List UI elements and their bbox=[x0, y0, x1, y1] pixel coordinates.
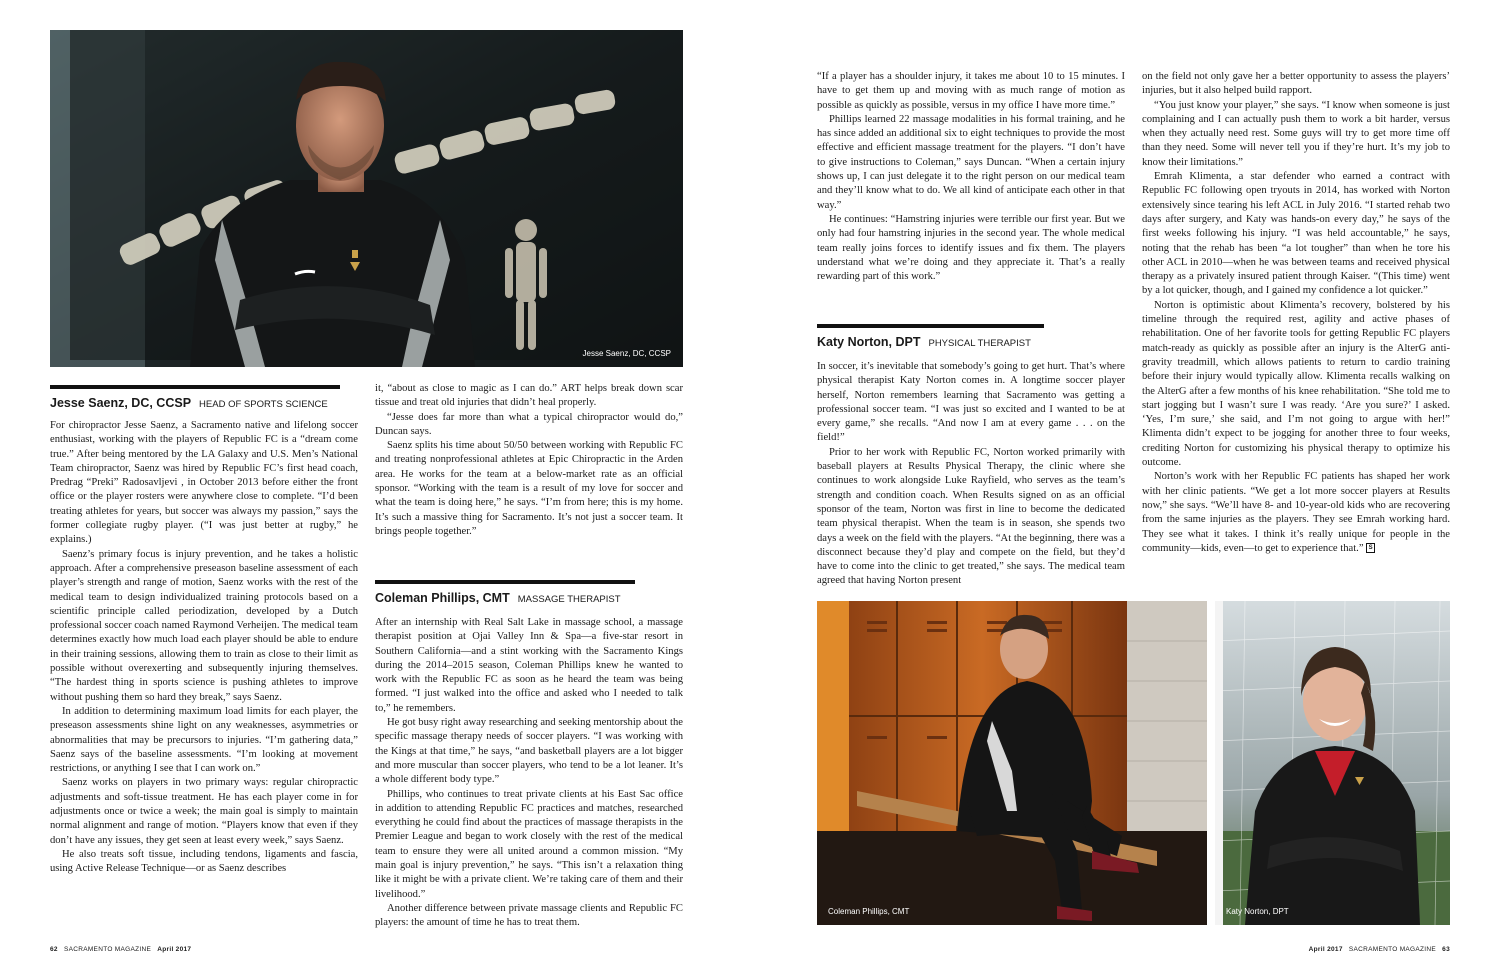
paragraph: Prior to her work with Republic FC, Norton worked primarily with baseball players at Results Physical Therapy, the clinic where she continues to work alongside Luke Rayfield, who serves as the team’s strength and condition coach. When Results signed on as an official sponsor of the team, Norton was first in line to become the dedicated team physical therapist. When the team is in season, she spends two days a week on the field with the players. “At the beginning, there was a disconnect because they’d play and compete on the field, but they’d have to come into the clinic to get treated,” she says. The medical team agreed that having Norton present bbox=[817, 446, 1125, 587]
paragraph: Saenz’s primary focus is injury prevention, and he takes a holistic approach. After a comprehensive preseason baseline assessment of each player’s strength and range of motion, Saenz works with the rest of the medical team to design individualized training protocols based on a scientific principle called periodization, developed by a Dutch professional soccer coach named Raymond Verheijen. The medical team determines exactly how much load each player should be able to endure in their training sessions, allowing them to train as close to their limit as possible without overexerting and subsequently injuring themselves. “The hardest thing in sports science is pushing athletes to improve without pushing them so hard they break,” says Saenz. bbox=[50, 548, 358, 703]
column-3-top bbox=[817, 70, 1125, 302]
photo-coleman-phillips bbox=[817, 601, 1207, 925]
section-head-name: Coleman Phillips, CMT bbox=[375, 591, 510, 605]
paragraph: For chiropractor Jesse Saenz, a Sacramento native and lifelong soccer enthusiast, working with the players of Republic FC is a “dream come true.” After being mentored by the LA Galaxy and U.S. Men’s National Team chiropractor, Saenz was hired by Republic FC’s first head coach, Predrag “Preki” Radosavljevi , in October 2013 before either the front office or the player rosters were anywhere close to complete. “I’d been treating athletes for years, but soccer was always my passion,” says the former collegiate rugby player. (“I was just better at rugby,” he explains.) bbox=[50, 420, 358, 546]
section-head-role: HEAD OF SPORTS SCIENCE bbox=[199, 399, 328, 410]
paragraph: He continues: “Hamstring injuries were terrible our first year. But we only had four hamstring injuries in the second year. The whole medical team really joins forces to identify issues and fix them. The players understand what we’re doing and they appreciate it. That’s a really rewarding part of this work.” bbox=[817, 213, 1125, 283]
paragraph: “You just know your player,” she says. “I know when someone is just complaining and I can actually push them to work a bit harder, versus when they actually need rest. Some guys will try to get more time off than they need. Some will never tell you if they’re hurt. It’s my job to know their limitations.” bbox=[1142, 99, 1450, 168]
section-head-saenz bbox=[50, 385, 340, 413]
paragraph: He also treats soft tissue, including tendons, ligaments and fascia, using Active Release Technique—or as Saenz describes bbox=[50, 848, 358, 875]
photo-jesse-saenz-image bbox=[50, 30, 683, 367]
photo-caption: Coleman Phillips, CMT bbox=[828, 907, 910, 916]
paragraph: Norton is optimistic about Klimenta’s recovery, bolstered by his timeline through the required rest, agility and active phases of rehabilitation. One of her favorite tools for getting Republic FC players match-ready as quickly as possible after an injury is the AlterG anti-gravity treadmill, which allows patients to return to cardio training before their injury would typically allow. Klimenta recalls walking on the AlterG after a few months of his knee rehabilitation. “She told me to start jogging but I wasn’t sure I was ready. ‘Are you sure?’ I asked. ‘Yes, I’m sure,’ she said, and I’m not going to argue with her!” Klimenta didn’t expect to be jogging for another three to four weeks, crediting Norton for customizing his physical therapy to optimize his outcome. bbox=[1142, 299, 1450, 469]
magazine-name: SACRAMENTO MAGAZINE bbox=[1348, 946, 1437, 953]
paragraph: Another difference between private massage clients and Republic FC players: the amount of time he has to treat them. bbox=[375, 902, 683, 929]
paragraph: Phillips learned 22 massage modalities in his formal training, and he has since added an additional six to eight techniques to provide the most effective and efficient massage treatment for the players. “I don’t have to give instructions to Coleman,” says Duncan. “When a certain injury shows up, I can just delegate it to the right person on our medical team and they’ll know what to do. We all kind of anticipate each other in that way.” bbox=[817, 113, 1125, 211]
paragraph: Saenz works on players in two primary ways: regular chiropractic adjustments and soft-tissue treatment. He has each player come in for adjustments once or twice a week; the main goal is simply to maintain normal alignment and range of motion. “Players know that even if they don’t have any issues, they get seen at least every week,” says Saenz. bbox=[50, 777, 358, 846]
page-number: 62 bbox=[50, 946, 58, 953]
paragraph: on the field not only gave her a better opportunity to assess the players’ injuries, but it also helped build rapport. bbox=[1142, 71, 1450, 97]
section-head-role: MASSAGE THERAPIST bbox=[517, 594, 621, 605]
issue-date: April 2017 bbox=[157, 946, 192, 953]
page-number: 63 bbox=[1442, 946, 1450, 953]
photo-jesse-saenz bbox=[50, 30, 683, 367]
section-head-name: Jesse Saenz, DC, CCSP bbox=[50, 396, 192, 410]
photo-katy-norton-image bbox=[1215, 601, 1450, 925]
section-head-phillips bbox=[375, 580, 635, 608]
photo-katy-norton bbox=[1215, 601, 1450, 925]
paragraph: Phillips, who continues to treat private clients at his East Sac office in addition to attending Republic FC practices and matches, researched everything he could find about the practices of massage therapists in the Premier League and began to work closely with the rest of the medical team to ensure they were all united around a common mission. “My main goal is injury prevention,” he says. “This isn’t a relaxation thing like it might be with a private client. We’re taking care of them and their livelihood.” bbox=[375, 788, 683, 900]
column-4 bbox=[1142, 70, 1450, 592]
magazine-name: SACRAMENTO MAGAZINE bbox=[63, 946, 152, 953]
issue-date: April 2017 bbox=[1308, 946, 1343, 953]
column-2-bottom bbox=[375, 616, 683, 934]
column-3-bottom bbox=[817, 360, 1125, 592]
paragraph-last bbox=[1142, 470, 1450, 556]
paragraph: In soccer, it’s inevitable that somebody’s going to get hurt. That’s where physical therapist Katy Norton comes in. A longtime soccer player herself, Norton remembers learning that Sacramento was getting a professional soccer team. “I was just so excited and I wanted to be at every game,” she recalls. “And now I am at every game . . . on the field!” bbox=[817, 361, 1125, 444]
paragraph: After an internship with Real Salt Lake in massage school, a massage therapist position at Ojai Valley Inn & Spa—a five-star resort in Southern California—and a stint working with the Sacramento Kings during the 2014–2015 season, Coleman Phillips knew he wanted to work with the Republic FC as soon as he heard the team was being formed. “I just walked into the office and asked who I needed to talk to,” he remembers. bbox=[375, 617, 683, 714]
paragraph: In addition to determining maximum load limits for each player, the preseason assessments shine light on any weaknesses, asymmetries or abnormalities that may be precursors to injuries. “I’m gathering data,” Saenz says of the baseline assessments. “I’m looking at movement restrictions, or anything I see that I can work on.” bbox=[50, 705, 358, 775]
paragraph: Emrah Klimenta, a star defender who earned a contract with Republic FC following open tryouts in 2014, has worked with Norton extensively since tearing his left ACL in July 2016. “I started rehab two days after surgery, and Katy was hands-on every day,” he says of the first weeks following his injury. “I was held accountable,” he says, noting that the rehab has been “a lot tougher” than when he tore his other ACL in 2010—when he was between teams and received physical therapy as a privately insured patient through Kaiser. “(This time) went by a lot quicker, though, and I gained my confidence a lot quicker.” bbox=[1142, 171, 1450, 297]
photo-caption: Jesse Saenz, DC, CCSP bbox=[582, 349, 671, 358]
paragraph: “If a player has a shoulder injury, it takes me about 10 to 15 minutes. I have to get them up and moving with as much range of motion as possible as quickly as possible, versus in my office I have more time.” bbox=[817, 71, 1125, 111]
paragraph: “Jesse does far more than what a typical chiropractor would do,” Duncan says. bbox=[375, 411, 683, 437]
photo-caption: Katy Norton, DPT bbox=[1226, 907, 1289, 916]
section-head-norton bbox=[817, 324, 1044, 352]
folio-right bbox=[1309, 946, 1450, 953]
section-head-role: PHYSICAL THERAPIST bbox=[928, 338, 1031, 349]
end-mark-icon: S bbox=[1366, 543, 1375, 553]
photo-coleman-phillips-image bbox=[817, 601, 1207, 925]
column-1 bbox=[50, 419, 358, 934]
section-head-name: Katy Norton, DPT bbox=[817, 335, 921, 349]
paragraph: He got busy right away researching and seeking mentorship about the specific massage therapy needs of soccer players. “I was working with the Kings at that time,” he says, “and basketball players are a lot bigger and more muscular than soccer players, who tend to be a lot leaner. It’s a whole different body type.” bbox=[375, 717, 683, 786]
column-2-top bbox=[375, 382, 683, 554]
folio-left bbox=[50, 946, 195, 953]
paragraph: Saenz splits his time about 50/50 between working with Republic FC and treating nonprofessional athletes at Epic Chiropractic in the Arden area. He works for the team at a below-market rate as an official sponsor. “Working with the team is a result of my love for soccer and what the team is doing here,” he says. “I’m from here; this is my home. It’s such a massive thing for Sacramento. It’s not just a soccer team. It brings people together.” bbox=[375, 440, 683, 537]
paragraph: it, “about as close to magic as I can do.” ART helps break down scar tissue and treat old injuries that didn’t heal properly. bbox=[375, 383, 683, 409]
paragraph-text: Norton’s work with her Republic FC patients has shaped her work with her clinic patients. “We get a lot more soccer players at Results now,” she says. “We’ll have 8- and 10-year-old kids who are recovering from the same injuries as the players. They see Emrah working hard. They see what it takes. I think it’s really unique for people in the community—kids, even—to get to experience that.” bbox=[1142, 471, 1450, 554]
